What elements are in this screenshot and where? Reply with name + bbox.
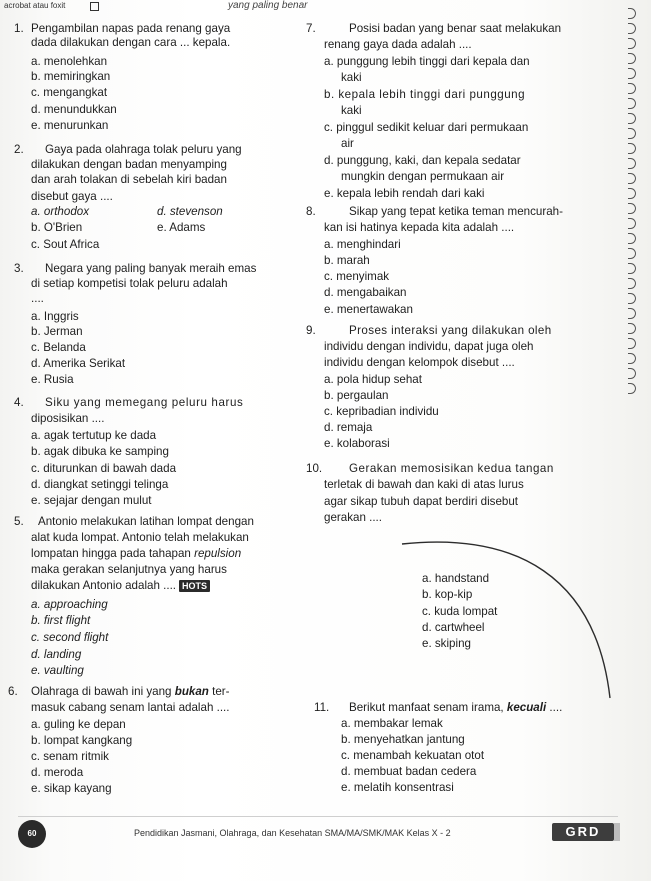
q6-option-c[interactable]: c. senam ritmik <box>31 750 109 763</box>
q6-number: 6. <box>8 685 18 698</box>
q5-stem-3: lompatan hingga pada tahapan repulsion <box>31 547 242 560</box>
q5-stem-5: dilakukan Antonio adalah .... HOTS <box>31 579 210 593</box>
q7-stem-2: renang gaya dada adalah .... <box>324 38 472 51</box>
q10-stem-3: agar sikap tubuh dapat berdiri disebut <box>324 495 519 508</box>
q8-option-c[interactable]: c. menyimak <box>324 270 390 283</box>
q3-stem-2: di setiap kompetisi tolak peluru adalah <box>31 277 228 290</box>
q4-option-e[interactable]: e. sejajar dengan mulut <box>31 494 152 507</box>
spiral-binding <box>626 8 644 398</box>
q8-stem-2: kan isi hatinya kepada kita adalah .... <box>324 221 515 234</box>
q7-number: 7. <box>306 22 316 35</box>
q7-option-b[interactable]: b. kepala lebih tinggi dari punggung <box>324 88 526 101</box>
q3-stem-1: Negara yang paling banyak meraih emas <box>45 262 257 275</box>
q9-option-e[interactable]: e. kolaborasi <box>324 437 390 450</box>
q3-number: 3. <box>14 262 24 275</box>
q3-stem-3: .... <box>31 292 44 305</box>
q11-option-e[interactable]: e. melatih konsentrasi <box>341 781 454 794</box>
q8-option-a[interactable]: a. menghindari <box>324 238 401 251</box>
q1-option-c[interactable]: c. mengangkat <box>31 86 108 99</box>
q9-option-b[interactable]: b. pergaulan <box>324 389 389 402</box>
q11-option-d[interactable]: d. membuat badan cedera <box>341 765 477 778</box>
book-title: Pendidikan Jasmani, Olahraga, dan Kesehatan SMA/MA/SMK/MAK Kelas X - 2 <box>134 828 451 838</box>
q5-option-a[interactable]: a. approaching <box>31 598 108 611</box>
q5-number: 5. <box>14 515 24 528</box>
q3-option-e[interactable]: e. Rusia <box>31 373 74 386</box>
q7-option-d[interactable]: d. punggung, kaki, dan kepala sedatar <box>324 154 521 167</box>
q6-stem-1: Olahraga di bawah ini yang bukan ter- <box>31 685 230 698</box>
q11-option-b[interactable]: b. menyehatkan jantung <box>341 733 465 746</box>
q2-stem-2: dilakukan dengan badan menyamping <box>31 158 227 171</box>
q4-option-c[interactable]: c. diturunkan di bawah dada <box>31 462 177 475</box>
q1-option-b[interactable]: b. memiringkan <box>31 70 111 83</box>
q8-stem-1: Sikap yang tepat ketika teman mencurah- <box>349 205 563 218</box>
q7-option-e[interactable]: e. kepala lebih rendah dari kaki <box>324 187 485 200</box>
q7-option-c-cont: air <box>341 137 354 150</box>
q4-option-a[interactable]: a. agak tertutup ke dada <box>31 429 157 442</box>
top-toolbar <box>0 0 651 12</box>
page-footer <box>0 810 651 850</box>
q5-option-b[interactable]: b. first flight <box>31 614 91 627</box>
q3-option-c[interactable]: c. Belanda <box>31 341 86 354</box>
q1-stem-1: Pengambilan napas pada renang gaya <box>31 22 231 35</box>
hots-badge: HOTS <box>179 580 210 592</box>
logo-tab <box>614 823 620 841</box>
q4-stem-2: diposisikan .... <box>31 412 105 425</box>
app-label: acrobat atau foxit <box>4 1 66 10</box>
q11-number: 11. <box>314 701 330 714</box>
q4-number: 4. <box>14 396 24 409</box>
q11-option-c[interactable]: c. menambah kekuatan otot <box>341 749 485 762</box>
q6-option-e[interactable]: e. sikap kayang <box>31 782 112 795</box>
q3-option-d[interactable]: d. Amerika Serikat <box>31 357 126 370</box>
q8-option-d[interactable]: d. mengabaikan <box>324 286 407 299</box>
q2-stem-3: dan arah tolakan di sebelah kiri badan <box>31 173 227 186</box>
q5-stem-2: alat kuda lompat. Antonio telah melakukan <box>31 531 249 544</box>
q8-option-e[interactable]: e. menertawakan <box>324 303 413 316</box>
footer-divider <box>18 816 618 817</box>
q1-option-d[interactable]: d. menundukkan <box>31 103 117 116</box>
q6-option-d[interactable]: d. meroda <box>31 766 84 779</box>
q2-stem-1: Gaya pada olahraga tolak peluru yang <box>45 143 242 156</box>
q2-option-b[interactable]: b. O'Brien <box>31 221 83 234</box>
q4-stem-1: Siku yang memegang peluru harus <box>45 396 244 409</box>
q2-option-c[interactable]: c. Sout Africa <box>31 238 100 251</box>
q9-option-a[interactable]: a. pola hidup sehat <box>324 373 422 386</box>
q9-stem-3: individu dengan kelompok disebut .... <box>324 356 515 369</box>
page-number: 60 <box>18 820 46 848</box>
q8-number: 8. <box>306 205 316 218</box>
q5-option-c[interactable]: c. second flight <box>31 631 109 644</box>
q10-option-d[interactable]: d. cartwheel <box>422 621 485 634</box>
q10-option-e[interactable]: e. skiping <box>422 637 471 650</box>
q5-stem-4: maka gerakan selanjutnya yang harus <box>31 563 227 576</box>
q10-stem-2: terletak di bawah dan kaki di atas lurus <box>324 478 524 491</box>
q1-number: 1. <box>14 22 24 35</box>
q11-stem-1: Berikut manfaat senam irama, kecuali .... <box>349 701 563 714</box>
q10-number: 10. <box>306 462 323 475</box>
q7-option-d-cont: mungkin dengan permukaan air <box>341 170 505 183</box>
q7-option-a[interactable]: a. punggung lebih tinggi dari kepala dan <box>324 55 530 68</box>
q5-option-d[interactable]: d. landing <box>31 648 82 661</box>
q6-option-a[interactable]: a. guling ke depan <box>31 718 126 731</box>
q3-option-a[interactable]: a. Inggris <box>31 310 79 323</box>
q9-option-d[interactable]: d. remaja <box>324 421 373 434</box>
q7-option-c[interactable]: c. pinggul sedikit keluar dari permukaan <box>324 121 529 134</box>
q9-stem-2: individu dengan individu, dapat juga oleh <box>324 340 534 353</box>
q1-stem-2: dada dilakukan dengan cara ... kepala. <box>31 36 231 49</box>
q2-option-e[interactable]: e. Adams <box>157 221 206 234</box>
q10-option-a[interactable]: a. handstand <box>422 572 490 585</box>
q11-option-a[interactable]: a. membakar lemak <box>341 717 443 730</box>
q10-stem-4: gerakan .... <box>324 511 383 524</box>
toolbar-box-icon[interactable] <box>90 2 99 11</box>
q10-stem-1: Gerakan memosisikan kedua tangan <box>349 462 554 475</box>
q6-stem-2: masuk cabang senam lantai adalah .... <box>31 701 230 714</box>
q10-option-c[interactable]: c. kuda lompat <box>422 605 498 618</box>
q7-stem-1: Posisi badan yang benar saat melakukan <box>349 22 562 35</box>
q7-option-a-cont: kaki <box>341 71 362 84</box>
q2-option-d[interactable]: d. stevenson <box>157 205 223 218</box>
q1-option-a[interactable]: a. menolehkan <box>31 55 108 68</box>
q2-stem-4: disebut gaya .... <box>31 190 113 203</box>
q3-option-b[interactable]: b. Jerman <box>31 325 83 338</box>
q8-option-b[interactable]: b. marah <box>324 254 370 267</box>
q5-stem-1: Antonio melakukan latihan lompat dengan <box>38 515 254 528</box>
cropped-header-text: yang paling benar <box>228 0 308 11</box>
q2-option-a[interactable]: a. orthodox <box>31 205 90 218</box>
q7-option-b-cont: kaki <box>341 104 362 117</box>
q1-option-e[interactable]: e. menurunkan <box>31 119 109 132</box>
q9-number: 9. <box>306 324 316 337</box>
q4-option-d[interactable]: d. diangkat setinggi telinga <box>31 478 169 491</box>
publisher-logo: GRD <box>552 823 614 841</box>
q6-option-b[interactable]: b. lompat kangkang <box>31 734 133 747</box>
q9-option-c[interactable]: c. kepribadian individu <box>324 405 439 418</box>
q5-option-e[interactable]: e. vaulting <box>31 664 84 677</box>
q2-number: 2. <box>14 143 24 156</box>
q4-option-b[interactable]: b. agak dibuka ke samping <box>31 445 169 458</box>
q9-stem-1: Proses interaksi yang dilakukan oleh <box>349 324 552 337</box>
q10-option-b[interactable]: b. kop-kip <box>422 588 473 601</box>
